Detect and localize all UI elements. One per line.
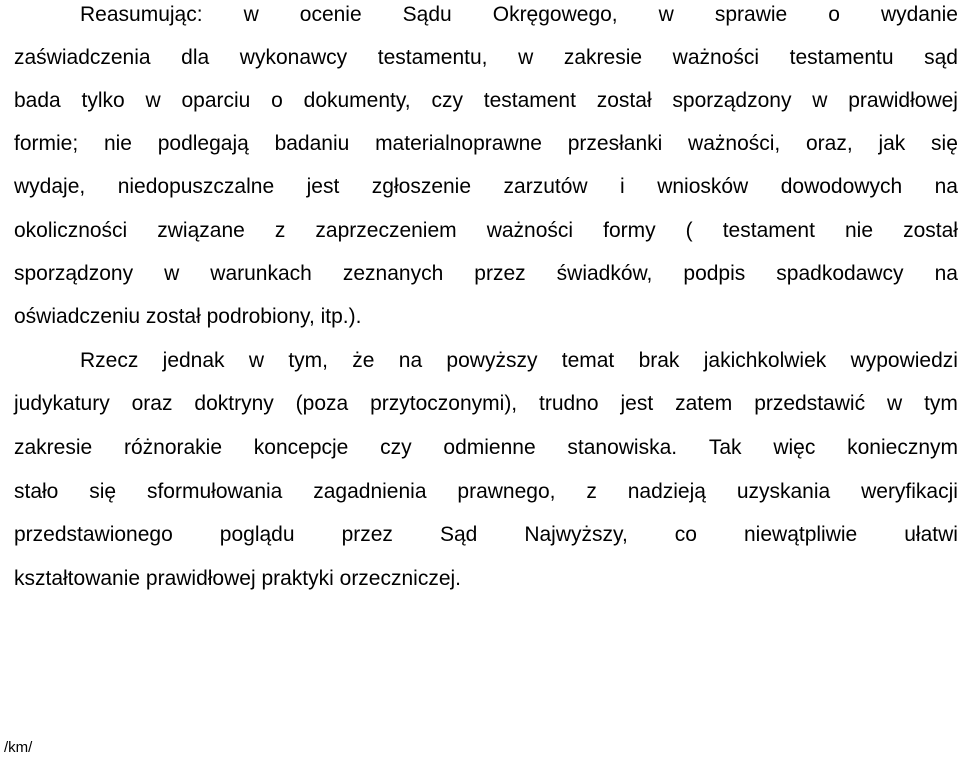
paragraph-1-line-3 — [14, 86, 958, 116]
word: dokumenty, — [303, 89, 411, 112]
word: trudno — [539, 392, 599, 415]
word: temat — [561, 349, 615, 372]
word: judykatury — [14, 392, 110, 415]
word: spadkodawcy — [776, 262, 904, 285]
word: ważności — [486, 219, 574, 242]
paragraph-2-line-1 — [80, 346, 958, 376]
word: tym, — [288, 349, 328, 372]
word: formy — [603, 219, 656, 242]
word: tylko — [81, 89, 125, 112]
word: czy — [431, 89, 463, 112]
word: Sądu — [402, 3, 452, 26]
word: jednak — [162, 349, 225, 372]
paragraph-1-line-2 — [14, 43, 958, 73]
word: Rzecz — [80, 349, 139, 372]
word: nie — [844, 219, 874, 242]
word: przytoczonymi), — [370, 392, 518, 415]
word: podpis — [683, 262, 746, 285]
word: związane — [157, 219, 245, 242]
word: uzyskania — [736, 480, 831, 503]
paragraph-1-line-1 — [80, 0, 958, 30]
word: jest — [306, 175, 340, 198]
word: zakresie — [14, 436, 93, 459]
paragraph-2-line-5 — [14, 520, 958, 550]
word: przez — [474, 262, 526, 285]
word: Sąd — [439, 523, 478, 546]
word: poglądu — [219, 523, 295, 546]
word: materialnoprawne — [375, 132, 542, 155]
paragraph-2-line-4 — [14, 477, 958, 507]
word: Okręgowego, — [492, 3, 618, 26]
word: zeznanych — [342, 262, 444, 285]
word: dowodowych — [780, 175, 903, 198]
word: tym — [924, 392, 958, 415]
word: wydaje, — [14, 175, 86, 198]
word: się — [931, 132, 958, 155]
word: badaniu — [274, 132, 350, 155]
word: jakichkolwiek — [703, 349, 827, 372]
word: testamentu, — [377, 46, 488, 69]
word: koniecznym — [847, 436, 958, 459]
word: sformułowania — [146, 480, 283, 503]
word: w — [658, 3, 674, 26]
word: (poza — [295, 392, 349, 415]
word: stanowiska. — [567, 436, 678, 459]
word: jest — [620, 392, 654, 415]
word: zarzutów — [503, 175, 588, 198]
paragraph-2-line-2 — [14, 389, 958, 419]
word: sąd — [924, 46, 958, 69]
word: ważności — [672, 46, 760, 69]
word: koncepcje — [253, 436, 349, 459]
word: doktryny — [194, 392, 274, 415]
word: odmienne — [443, 436, 536, 459]
word: testament — [722, 219, 815, 242]
word: w — [164, 262, 180, 285]
word: powyższy — [446, 349, 538, 372]
word: się — [89, 480, 117, 503]
word: zgłoszenie — [371, 175, 472, 198]
word: zaświadczenia — [14, 46, 151, 69]
word: przesłanki — [567, 132, 663, 155]
paragraph-2-line-3 — [14, 433, 958, 463]
word: z — [586, 480, 597, 503]
paragraph-1-line-4 — [14, 129, 958, 159]
word: oraz, — [806, 132, 853, 155]
word: co — [674, 523, 697, 546]
word: dla — [181, 46, 210, 69]
word: w — [518, 46, 534, 69]
word: przez — [341, 523, 393, 546]
word: okoliczności — [14, 219, 128, 242]
word: zakresie — [563, 46, 643, 69]
paragraph-1-line-6 — [14, 216, 958, 246]
word: sprawie — [714, 3, 788, 26]
word: stało — [14, 480, 59, 503]
paragraph-1-line-8: oświadczeniu został podrobiony, itp.). — [14, 305, 362, 328]
word: różnorakie — [123, 436, 223, 459]
word: na — [934, 262, 958, 285]
word: brak — [638, 349, 680, 372]
word: formie; — [14, 132, 79, 155]
paragraph-2-line-6: kształtowanie prawidłowej praktyki orzeczniczej. — [14, 567, 462, 590]
word: na — [934, 175, 958, 198]
word: nadzieją — [627, 480, 706, 503]
word: został — [903, 219, 958, 242]
word: testament — [483, 89, 576, 112]
word: został — [596, 89, 652, 112]
word: warunkach — [210, 262, 312, 285]
word: przedstawionego — [14, 523, 173, 546]
word: wykonawcy — [239, 46, 348, 69]
word: testamentu — [789, 46, 894, 69]
word: zaprzeczeniem — [315, 219, 457, 242]
word: w — [812, 89, 828, 112]
word: niedopuszczalne — [117, 175, 275, 198]
word: oparciu — [181, 89, 251, 112]
word: oraz — [131, 392, 173, 415]
word: na — [398, 349, 423, 372]
word: Tak — [708, 436, 742, 459]
paragraph-1-line-5 — [14, 172, 958, 202]
word: bada — [14, 89, 61, 112]
word: w — [243, 3, 259, 26]
word: prawnego, — [457, 480, 556, 503]
word: niewątpliwie — [744, 523, 858, 546]
word: Reasumując: — [80, 3, 203, 26]
word: w — [886, 392, 903, 415]
word: z — [274, 219, 286, 242]
word: ważności, — [688, 132, 781, 155]
word: przedstawić — [754, 392, 866, 415]
word: zatem — [675, 392, 733, 415]
word: o — [828, 3, 840, 26]
word: czy — [380, 436, 412, 459]
word: jak — [878, 132, 906, 155]
word: w — [145, 89, 161, 112]
word: więc — [773, 436, 816, 459]
word: wydanie — [880, 3, 958, 26]
word: Najwyższy, — [524, 523, 628, 546]
footer-initials: /km/ — [4, 739, 33, 756]
word: i — [620, 175, 625, 198]
word: nie — [103, 132, 132, 155]
word: sporządzony — [14, 262, 134, 285]
word: ułatwi — [904, 523, 958, 546]
word: o — [271, 89, 283, 112]
word: świadków, — [556, 262, 653, 285]
word: ocenie — [299, 3, 362, 26]
word: weryfikacji — [861, 480, 958, 503]
word: wypowiedzi — [850, 349, 958, 372]
word: wniosków — [657, 175, 749, 198]
paragraph-1-line-7 — [14, 259, 958, 289]
word: że — [352, 349, 375, 372]
word: zagadnienia — [313, 480, 427, 503]
word: sporządzony — [672, 89, 792, 112]
word: prawidłowej — [848, 89, 958, 112]
word: podlegają — [157, 132, 249, 155]
word: w — [248, 349, 265, 372]
word: ( — [685, 219, 693, 242]
